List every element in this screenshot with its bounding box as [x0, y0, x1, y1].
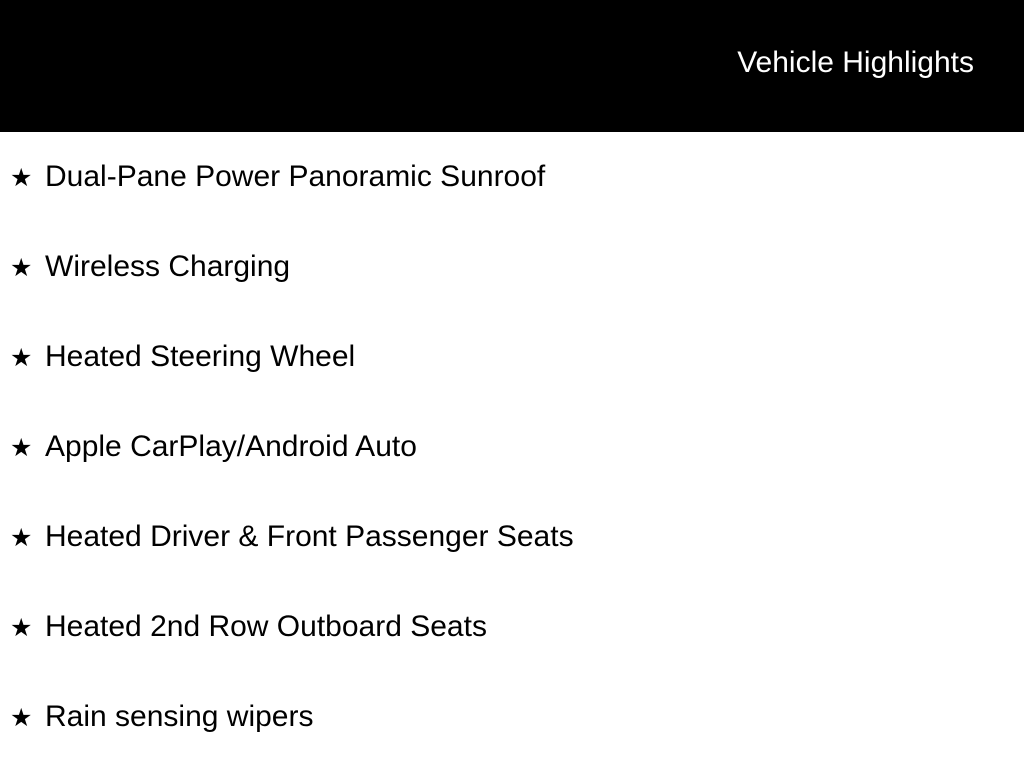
list-item [0, 402, 1024, 492]
star-icon: ★ [10, 704, 33, 732]
list-item-label: Wireless Charging [45, 250, 291, 283]
page-title: Vehicle Highlights [737, 46, 974, 79]
list-item [0, 222, 1024, 312]
highlights-list [0, 132, 1024, 762]
star-icon: ★ [10, 614, 33, 642]
list-item [0, 582, 1024, 672]
star-icon: ★ [10, 344, 33, 372]
header-bar [0, 0, 1024, 132]
list-item [0, 672, 1024, 762]
list-item [0, 492, 1024, 582]
star-icon: ★ [10, 524, 33, 552]
list-item-label: Dual-Pane Power Panoramic Sunroof [45, 160, 546, 193]
list-item [0, 132, 1024, 222]
star-icon: ★ [10, 164, 33, 192]
list-item-label: Heated Driver & Front Passenger Seats [45, 520, 574, 553]
list-item-label: Heated Steering Wheel [45, 340, 356, 373]
list-item-label: Rain sensing wipers [45, 700, 314, 733]
star-icon: ★ [10, 254, 33, 282]
list-item-label: Apple CarPlay/Android Auto [45, 430, 417, 463]
list-item [0, 312, 1024, 402]
star-icon: ★ [10, 434, 33, 462]
list-item-label: Heated 2nd Row Outboard Seats [45, 610, 487, 643]
